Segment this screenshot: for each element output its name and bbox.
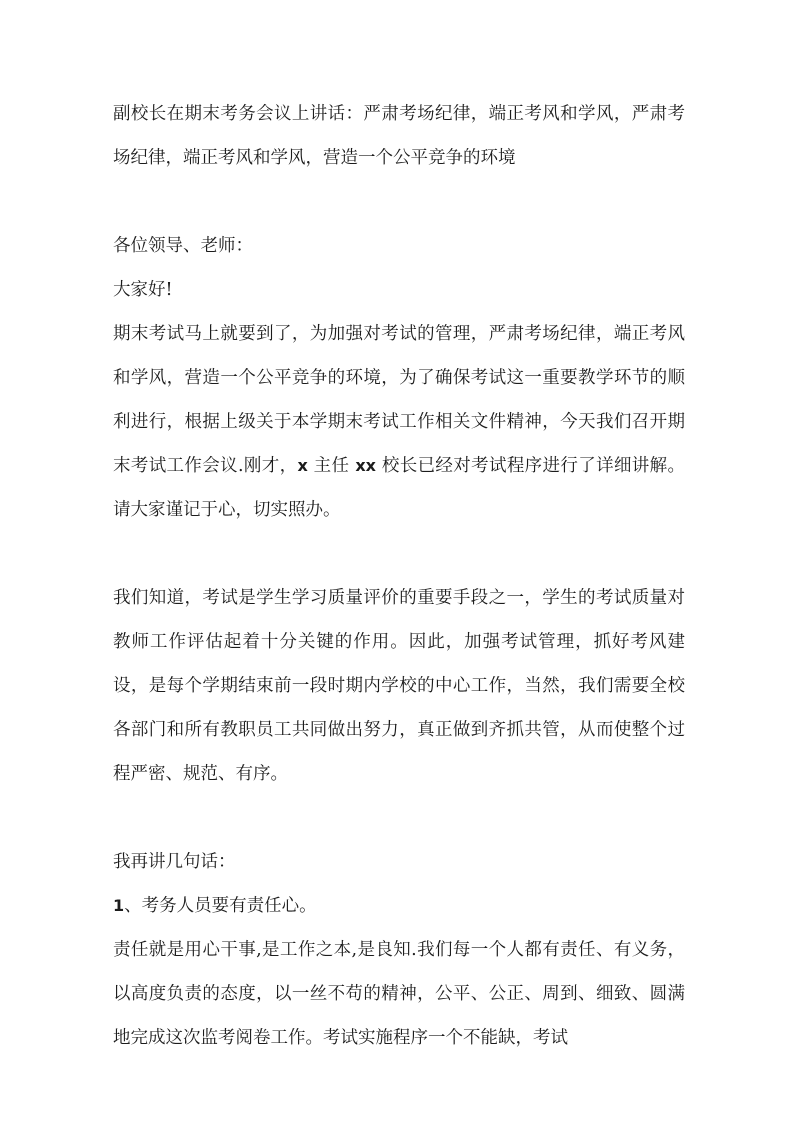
list-item-1-number: 1 [113,896,125,915]
paragraph-1-latin-director: x [297,456,308,475]
body-paragraph-2: 我们知道，考试是学生学习质量评价的重要手段之一，学生的考试质量对教师工作评估起着十分关键的作用。因此，加强考试管理，抓好考风建设，是每个学期结束前一段时期内学校的中心工作，当然，我们需要全校各部门和所有教职员工共同做出努力，真正做到齐抓共管，从而使整个过程严密、规范、有序。 [113,588,685,784]
transition-line: 我再讲几句话： [113,852,236,872]
paragraph-1-latin-principal: xx [355,456,376,475]
list-item-1 [113,884,685,928]
paragraph-1-text-before-latin: 期末考试马上就要到了，为加强对考试的管理，严肃考场纪律，端正考风和学风，营造一个公平竞争的环境，为了确保考试这一重要教学环节的顺利进行，根据上级关于本学期末考试工作相关文件精神，今天我们召开期末考试工作会议.刚才， [113,324,685,476]
body-paragraph-1 [113,312,685,532]
document-body [113,92,685,1060]
salutation-line: 各位领导、老师： [113,236,253,256]
greeting-line: 大家好! [113,280,173,300]
paragraph-1-text-after-latin: 校长已经对考试程序进行了详细讲解。请大家谨记于心，切实照办。 [113,456,685,520]
document-title: 副校长在期末考务会议上讲话：严肃考场纪律，端正考风和学风，严肃考场纪律，端正考风和学风，营造一个公平竞争的环境 [113,104,685,168]
list-item-1-label: 、考务人员要有责任心。 [124,896,317,916]
body-paragraph-3: 责任就是用心干事,是工作之本,是良知.我们每一个人都有责任、有义务，以高度负责的态度，以一丝不苟的精神，公平、公正、周到、细致、圆满地完成这次监考阅卷工作。考试实施程序一个不能缺，考试 [113,940,685,1048]
paragraph-1-text-mid: 主任 [307,456,356,476]
